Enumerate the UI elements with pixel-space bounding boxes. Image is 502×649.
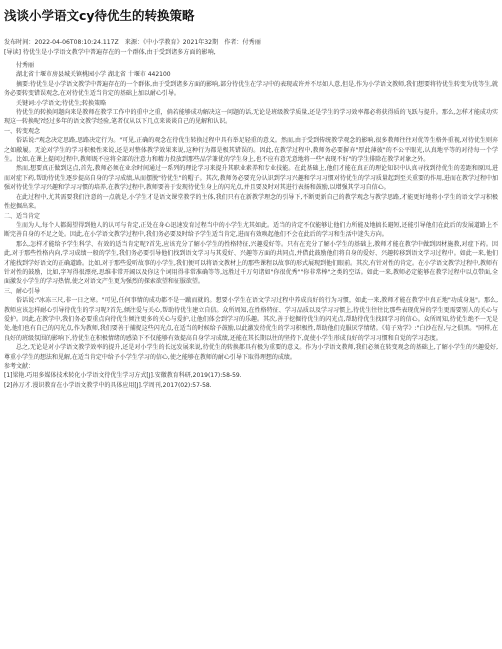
intro-paragraph: 待优生的转换问题向来是教师在教学工作中的重中之重，倘若能够成功解决这一问题的话,无论是班级教学质量,还是学生的学习效率都必将获得质的飞跃与提升。那么,怎样才能成功实现这一转换呢?经过多年的语文教学经验,笔者仅从以下几点来谈谈自己的见解和认识。 [4,109,498,126]
section-heading: 三、耐心引导 [4,287,41,295]
section-paragraph: 生而为人,每个人都渴望得到他人的认可与肯定,正处在身心迅速发育过程当中的小学生尤其如此。适当的肯定不仅能够让他们力所能及地搞长避短,还能引导他们在此后的发展道路上不断完善自身的不足之处。因此,在小学语文教学过程中,我们务必要及时给予学生适当肯定,进而有效唤起他们不会在此后的学习和生活中迷失方向。 [4,221,498,239]
section-paragraph: 然而,想要真正做到这点,首先,教师必须在业余时间通过一系列的理论学习来提升其职业素养和专业技能。在此基础上,他们才能在真正的理论知识中认真寻找到待优生的差距和原因,进而对症下药,帮助待优生逐步提高自身的学习成绩,从而摆脱"待优生"的帽子。其次,教师务必要充分认识到学习兴趣和学习习惯对待优生的学习质量起到至关重要的作用,进而在教学过程中加强对待优生学习兴趣和学习习惯的培养,在教学过程中,教师要善于发现待优生身上的闪光点,并且要及时对其进行表扬和鼓励,以增强其学习自信心。 [4,165,498,192]
section-paragraph: 总之,无论是对小学语文教学效率的提升,还是对小学生的长远发展来说,待优生的转换都具有极为重要的意义。作为小学语文教师,我们必须在转变观念的基础上,了解小学生的兴趣爱好,尊重小学生的想法和见解,在适当肯定中给予小学生学习的信心,使之能够在教师的耐心引导下取得理想的成绩。 [4,344,498,361]
section-heading: 二、适当肯定 [4,212,41,220]
article-title: 浅谈小学语文су待优生的转换策略 [4,8,195,23]
references-heading: 参考文献： [4,363,35,370]
section-paragraph: 俗话说:"冰冻三尺,非一日之寒。"可见,任何事情的成功都不是一蹴而就的。想要小学生在语文学习过程中养成良好的行为习惯，如此一来,教师才能在教学中真正地"功成身退"。那么,教师应该怎样耐心引导待优生的学习呢?首先,倾注爱与关心,帮助待优生建立自信。众所周知,在性格特征、学习品质以及学习习惯上,待优生往往比那些表现优异的学生更需要别人的关心与爱护。因此,在教学中,我们务必要重点向待优生倾注更多的关心与爱护,让他们体会到学习的乐趣。其次,善于挖掘待优生的闪光点,帮助待优生找回学习的信心。众所周知,待优生绝不一无是处,他们也有自己的闪光点,作为教师,我们要善于捕捉这些闪光点,在适当的时候给予鼓励,以此激发待优生的学习积极性,帮助他们克服厌学情绪。《荀子劝学》:"白沙在涅,与之俱黑。"同样,在良好的班级氛围的影响下,待优生在积极情绪的感染下不仅能够有效提高自身学习成绩,还能在其长期以往的坚持下,促使小学生形成良好的学习习惯和自觉的学习态度。 [4,297,498,342]
reference-item: [2]孙万才.漫识教育在小学语文教学中的具体应用[J].学周刊,2017(02):57-58. [4,381,212,389]
article-meta: 发布时间：2022-04-06T08:10:24.117Z 来源：《中小学教育》2021年32期 作者：付秀丽 [4,39,261,46]
article-body [4,61,498,390]
author-affiliation: 湖北省十堰市房县城关镇桃园小学 湖北省 十堰市 442100 [16,71,171,79]
section-paragraph: 在此过程中,尤其需要我们注意的一点就是,小学生才是语文课堂教学的主体,我们只有在新教学理念的引导下,不断更新自己的教学观念与教学思路,才能更好地将小学生的语文学习积极性挖掘出来。 [4,193,498,211]
section-paragraph: 俗话说:"观念决定思路,思路决定行为。"可见,正确的观念在待优生转换过程中具有举足轻重的意义。然而,由于受到传统教学观念的影响,很多教师往往对优等生格外重视,对待优生则弃之如敝履。无论对学生的学习积极性来说,还是对整体教学效果来说,这种行为都是极其错误的。因此,在教学过程中,教师务必要摒弃"厚此薄彼"的不公平眼光,认真地平等的对待每一个学生。比如,在课上提问过程中,教师既不应将全部的注意力和精力投放到那些品学兼优的学生身上,也不应有意无意地将一些"表现不好"的学生排除在教学对象之外。 [4,137,498,164]
keywords: 关键词:小学语文;待优生;转换策略 [16,99,107,107]
section-paragraph: 那么,怎样才能给予学生科学、有效的适当肯定呢?首先,应该充分了解小学生的性格特征,兴趣爱好等。只有在充分了解小学生的基础上,教师才能在教学中做到因材施教,对症下药。因此,对于那些性格内向,学习成绩一般的学生,我们务必要引导他们找到语文学习与其爱好、兴趣等方面的共同点,并借此鼓励他们将自身的爱好、兴趣转移到语文学习过程中。如此一来,他们才能找到学好语文的正确道路。比如,对于那些爱听故事的小学生,我们便可以将语文教材上的那些课程以故事的形式展现到他们眼前。其次,有针对性的肯定。在小学语文教学过程中,教师有针对性的鼓励，比如,字写得很漂亮,思维非常开阔以及你这个词用得非常准确等等,远胜过千万句诸如"你很优秀""你非常棒"之类的空话。如此一来,教师必定能够在教学过程中以点带面,全面激发小学生的学习热情,使之对语文产生更为强烈的探索欲望和征服欲望。 [4,240,498,286]
section-heading: 一、转变观念 [4,127,41,135]
abstract-paragraph: 摘要:待优生是小学语文教学中普遍存在的一个群体,由于受到诸多方面的影响,部分待优生在学习中的表现或许并不尽如人意,但是,作为小学语文教师,我们想要将待优生转变为优等生,就务必要转变错误观念,在对待优生适当肯定的基础上加以耐心引导。 [4,80,498,98]
author-name: 付秀丽 [16,62,35,69]
article-lead: [导读] 待优生是小学语文教学中普遍存在的一个群体,由于受到诸多方面的影响, [4,48,216,56]
reference-item: [1]梁艳.巧用多媒体技术转化小学语文待优生学习方式[J].安徽教育科研,2019(17):58-59. [4,372,242,380]
